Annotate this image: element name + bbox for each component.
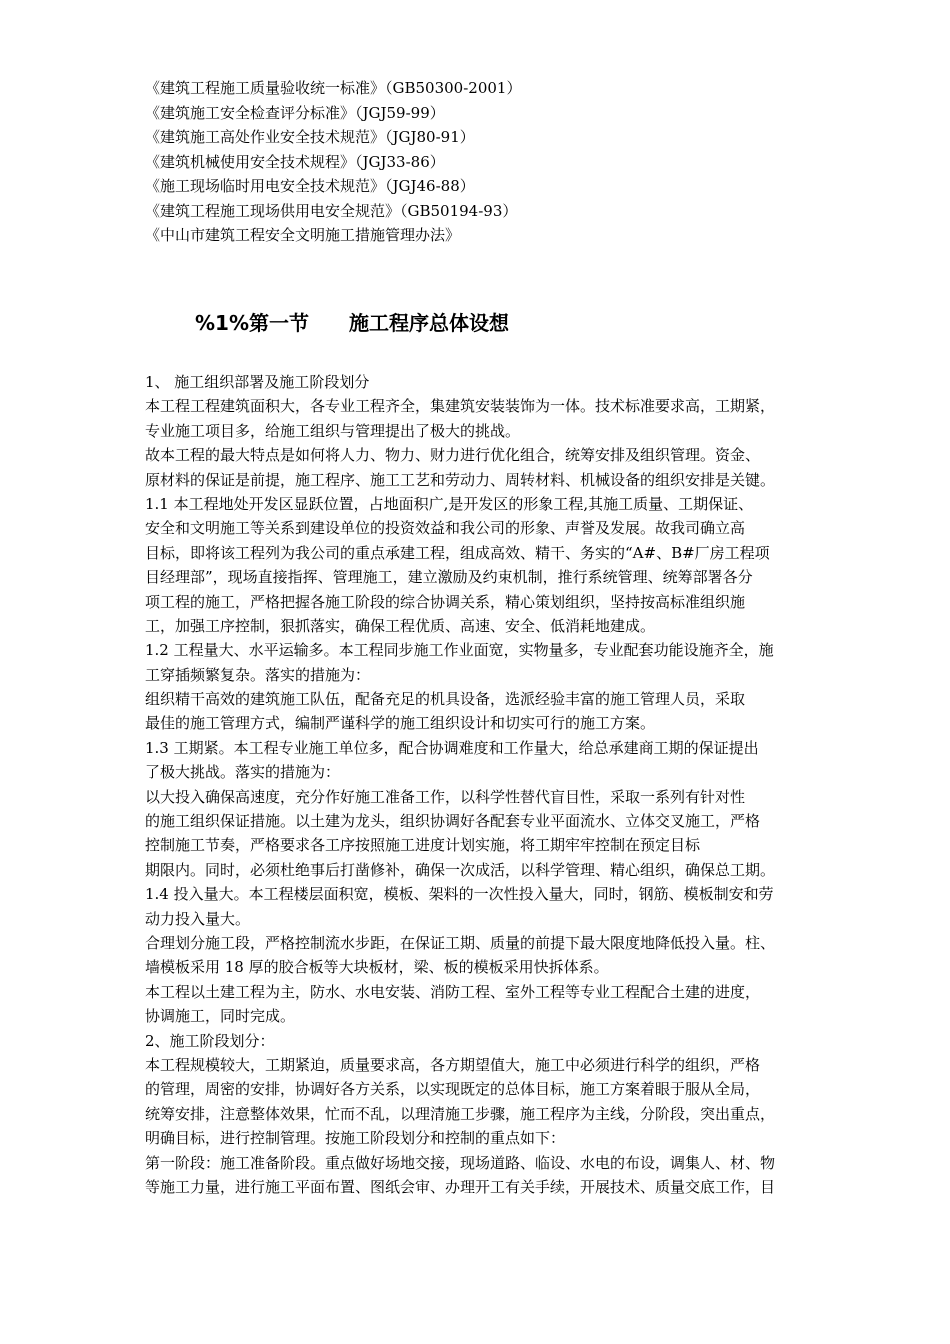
standard-item: 《建筑工程施工质量验收统一标准》（GB50300-2001） (145, 79, 522, 97)
text-line: 故本工程的最大特点是如何将人力、物力、财力进行优化组合，统筹安排及组织管理。资金、 (145, 446, 761, 465)
text-line: 控制施工节奏，严格要求各工序按照施工进度计划实施，将工期牢牢控制在预定目标 (145, 836, 701, 855)
text-line: 1.3 工期紧。本工程专业施工单位多，配合协调难度和工作量大，给总承建商工期的保证提出 (145, 738, 759, 757)
section-title-text: 施工程序总体设想 (349, 311, 509, 335)
text-line: 工穿插频繁复杂。落实的措施为： (145, 665, 371, 684)
standards-list (145, 76, 835, 248)
section-number: %1%第一节 (195, 311, 309, 335)
text-line: 工，加强工序控制，狠抓落实，确保工程优质、高速、安全、低消耗地建成。 (145, 616, 656, 635)
text-line: 项工程的施工，严格把握各施工阶段的综合协调关系，精心策划组织，坚持按高标准组织施 (145, 592, 746, 611)
text-line: 目经理部”，现场直接指挥、管理施工，建立激励及约束机制，推行系统管理、统筹部署各分 (145, 568, 753, 587)
text-line: 1.4 投入量大。本工程楼层面积宽，模板、架料的一次性投入量大，同时，钢筋、模板制安和劳 (145, 885, 774, 904)
text-line: 1.2 工程量大、水平运输多。本工程同步施工作业面宽，实物量多，专业配套功能设施齐全，施 (145, 641, 774, 660)
text-line: 目标，即将该工程列为我公司的重点承建工程，组成高效、精干、务实的“A#、B#厂房工程项 (145, 543, 770, 562)
text-line: 的管理，周密的安排，协调好各方关系，以实现既定的总体目标，施工方案着眼于服从全局， (145, 1080, 761, 1099)
text-line: 等施工力量，进行施工平面布置、图纸会审、办理开工有关手续，开展技术、质量交底工作，目 (145, 1177, 776, 1196)
text-line: 以大投入确保高速度，充分作好施工准备工作，以科学性替代盲目性，采取一系列有针对性 (145, 787, 746, 806)
text-line: 明确目标，进行控制管理。按施工阶段划分和控制的重点如下： (145, 1129, 566, 1148)
standard-item: 《建筑施工安全检查评分标准》（JGJ59-99） (145, 103, 445, 122)
text-line: 期限内。同时，必须杜绝事后打凿修补，确保一次成活，以科学管理、精心组织，确保总工期。 (145, 860, 776, 879)
text-line: 原材料的保证是前提，施工程序、施工工艺和劳动力、周转材料、机械设备的组织安排是关键。 (145, 470, 776, 489)
standard-item: 《建筑施工高处作业安全技术规范》（JGJ80-91） (145, 128, 475, 146)
standard-item: 《建筑机械使用安全技术规程》（JGJ33-86） (145, 152, 445, 171)
standard-item: 《中山市建筑工程安全文明施工措施管理办法》 (145, 226, 461, 244)
section-heading (195, 308, 509, 338)
text-line: 1、 施工组织部署及施工阶段划分 (145, 373, 370, 391)
text-line: 2、施工阶段划分： (145, 1031, 275, 1050)
text-line: 了极大挑战。落实的措施为： (145, 763, 341, 782)
text-line: 墙模板采用 18 厚的胶合板等大块板材，梁、板的模板采用快拆体系。 (145, 958, 609, 977)
text-line: 统筹安排，注意整体效果，忙而不乱，以理清施工步骤，施工程序为主线，分阶段，突出重点， (145, 1104, 776, 1123)
text-line: 1.1 本工程地处开发区显跃位置，占地面积广,是开发区的形象工程,其施工质量、工期保证、 (145, 494, 754, 513)
text-line: 动力投入量大。 (145, 909, 251, 928)
text-line: 本工程规模较大，工期紧迫，质量要求高，各方期望值大，施工中必须进行科学的组织，严格 (145, 1055, 761, 1074)
text-line: 的施工组织保证措施。以土建为龙头，组织协调好各配套专业平面流水、立体交叉施工，严格 (145, 812, 761, 831)
text-line: 组织精干高效的建筑施工队伍，配备充足的机具设备，选派经验丰富的施工管理人员，采取 (145, 690, 746, 709)
text-line: 合理划分施工段，严格控制流水步距，在保证工期、质量的前提下最大限度地降低投入量。柱、 (145, 933, 776, 952)
text-line: 安全和文明施工等关系到建设单位的投资效益和我公司的形象、声誉及发展。故我司确立高 (145, 519, 746, 538)
text-line: 本工程工程建筑面积大，各专业工程齐全，集建筑安装装饰为一体。技术标准要求高，工期紧， (145, 397, 776, 416)
text-line: 专业施工项目多，给施工组织与管理提出了极大的挑战。 (145, 421, 521, 440)
text-line: 最佳的施工管理方式，编制严谨科学的施工组织设计和切实可行的施工方案。 (145, 714, 656, 733)
text-line: 协调施工，同时完成。 (145, 1007, 296, 1026)
text-line: 第一阶段：施工准备阶段。重点做好场地交接，现场道路、临设、水电的布设，调集人、材、物 (145, 1153, 776, 1172)
body-text (145, 370, 825, 1199)
standard-item: 《建筑工程施工现场供用电安全规范》（GB50194-93） (145, 201, 518, 220)
standard-item: 《施工现场临时用电安全技术规范》（JGJ46-88） (145, 177, 475, 195)
text-line: 本工程以土建工程为主，防水、水电安装、消防工程、室外工程等专业工程配合土建的进度， (145, 982, 761, 1001)
